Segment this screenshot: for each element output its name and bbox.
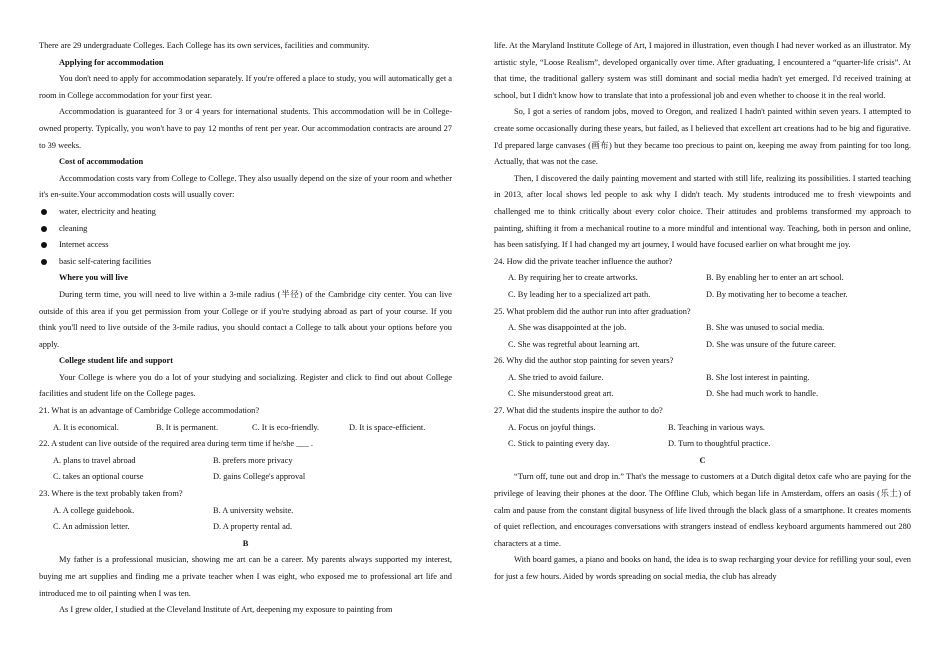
heading-student-life: College student life and support — [59, 356, 174, 366]
passage-b-paragraph-2: As I grew older, I studied at the Cleveland Institute of Art, deepening my exposure to painting from — [59, 605, 393, 615]
option-26-c: C. She misunderstood great art. — [508, 389, 614, 399]
options-22 — [53, 453, 452, 486]
option-22-b: B. prefers more privacy — [213, 455, 293, 465]
paragraph-guarantee: Accommodation is guaranteed for 3 or 4 years for international students. This accommodation will be in College-owned property. Typically, you won't have to pay 12 months of rent per year. Our accommodation contracts are around 27 to 39 weeks. — [39, 107, 452, 150]
option-21-a: A. It is economical. — [53, 422, 119, 432]
option-24-a: A. By requiring her to create artworks. — [508, 273, 638, 283]
question-27: 27. What did the students inspire the author to do? — [494, 406, 663, 416]
option-25-d: D. She was unsure of the future career. — [706, 339, 836, 349]
paragraph-applying: You don't need to apply for accommodation separately. If you're offered a place to study, you will automatically get a room in College accommodation for your first year. — [39, 74, 452, 100]
option-21-c: C. It is eco-friendly. — [252, 422, 320, 432]
bullet-item: Internet access — [39, 237, 452, 254]
option-27-c: C. Stick to painting every day. — [508, 439, 610, 449]
question-21: 21. What is an advantage of Cambridge College accommodation? — [39, 406, 260, 416]
question-26: 26. Why did the author stop painting for seven years? — [494, 356, 674, 366]
passage-c-paragraph-2: With board games, a piano and books on hand, the idea is to swap recharging your device for refilling your soul, even for just a few hours. Aided by words spreading on social media, the club has already — [494, 555, 911, 581]
options-26 — [508, 370, 911, 403]
right-column — [494, 38, 911, 586]
options-25 — [508, 320, 911, 353]
options-23 — [53, 503, 452, 536]
option-23-c: C. An admission letter. — [53, 522, 130, 532]
option-23-b: B. A university website. — [213, 505, 294, 515]
options-27 — [508, 420, 911, 453]
option-25-b: B. She was unused to social media. — [706, 323, 825, 333]
question-24: 24. How did the private teacher influence the author? — [494, 256, 673, 266]
paragraph-student-life: Your College is where you do a lot of your studying and socializing. Register and click to find out about College facilities and student life on the College pages. — [39, 372, 452, 399]
heading-cost: Cost of accommodation — [59, 157, 144, 167]
section-c-heading: C — [699, 455, 706, 465]
option-24-d: D. By motivating her to become a teacher. — [706, 289, 848, 299]
bullet-item: water, electricity and heating — [39, 204, 452, 221]
option-27-d: D. Turn to thoughtful practice. — [668, 439, 771, 449]
options-21 — [53, 420, 452, 437]
option-23-a: A. A college guidebook. — [53, 505, 135, 515]
passage-b-paragraph-5: Then, I discovered the daily painting movement and started with still life, realizing its possibilities. I started teaching in 2013, after local shows led people to ask why I didn't teach. My students introduced me to fresh viewpoints and challenged me to think critically about every color choice. Their attitudes and problems transformed my approach to painting, shifting it from a mechanical routine to a more mindful and intentional way. Teaching, both in person and online, has been satisfying. If I had changed my art journey, I would have focused earlier on what brought me joy. — [494, 173, 911, 250]
option-21-b: B. It is permanent. — [156, 422, 219, 432]
option-26-d: D. She had much work to handle. — [706, 389, 819, 399]
paragraph-cost: Accommodation costs vary from College to College. They also usually depend on the size of your room and whether it's en-suite.Your accommodation costs will usually cover: — [39, 173, 452, 200]
options-24 — [508, 270, 911, 303]
option-26-a: A. She tried to avoid failure. — [508, 372, 604, 382]
option-25-c: C. She was regretful about learning art. — [508, 339, 640, 349]
section-b-heading: B — [242, 538, 249, 548]
intro-paragraph: There are 29 undergraduate Colleges. Each College has its own services, facilities and community. — [39, 41, 370, 50]
passage-b-paragraph-3: life. At the Maryland Institute College of Art, I majored in illustration, even though I had never worked as an illustrator. My artistic style, “Loose Realism”, developed organically over time. After graduating, I encountered a “quarter-life crisis”. At that time, the traditional gallery system was still dominant and social media hadn't yet emerged. I'd received training at school, but I didn't know how to translate that into a professional job and even whether to choose it in the real world. — [494, 41, 911, 100]
passage-c-paragraph-1: “Turn off, tune out and drop in.” That's the message to customers at a Dutch digital detox cafe who are paying for the privilege of leaving their phones at the door. The Offline Club, which began life in Amsterdam, offers an oasis (乐土) of calm and pause from the constant digital busyness of life lived through the black glass of a smartphone. It creates moments of quiet reflection, and encourages conversations with strangers instead of endless keyboard arguments hammered out 280 characters at a time. — [494, 472, 911, 548]
option-22-d: D. gains College's approval — [213, 472, 306, 482]
question-23: 23. Where is the text probably taken from? — [39, 489, 183, 499]
option-26-b: B. She lost interest in painting. — [706, 372, 810, 382]
option-25-a: A. She was disappointed at the job. — [508, 323, 627, 333]
option-24-b: B. By enabling her to enter an art school. — [706, 273, 844, 283]
passage-b-paragraph-4: So, I got a series of random jobs, moved to Oregon, and realized I hadn't painted within seven years. I attempted to create some occasionally during these years, but failed, as I believed that excellent art creations had to be big and figurative. I'd prepared large canvases (画布) but they became too precious to paint on, keeping me away from painting for too long. Actually, that was not the case. — [494, 107, 911, 167]
paragraph-where-live: During term time, you will need to live within a 3-mile radius (半径) of the Cambridge city center. You can live outside of this area if you get permission from your College or if you're studying abroad as part of your course. If you think you'll need to live outside of the 3-mile radius, you should contact a College to talk about your options before you apply. — [39, 289, 452, 349]
option-23-d: D. A property rental ad. — [213, 522, 293, 532]
option-21-d: D. It is space-efficient. — [349, 422, 426, 432]
heading-where-live: Where you will live — [59, 273, 128, 283]
heading-applying: Applying for accommodation — [59, 57, 164, 67]
bullet-item: cleaning — [39, 221, 452, 238]
question-22: 22. A student can live outside of the required area during term time if he/she ___ . — [39, 439, 313, 449]
option-27-a: A. Focus on joyful things. — [508, 422, 596, 432]
bullet-item: basic self-catering facilities — [39, 254, 452, 271]
option-22-a: A. plans to travel abroad — [53, 455, 136, 465]
option-27-b: B. Teaching in various ways. — [668, 422, 765, 432]
option-24-c: C. By leading her to a specialized art path. — [508, 289, 651, 299]
left-column — [39, 38, 452, 619]
question-25: 25. What problem did the author run into after graduation? — [494, 306, 691, 316]
option-22-c: C. takes an optional course — [53, 472, 144, 482]
passage-b-paragraph-1: My father is a professional musician, showing me art can be a career. My parents always supported my interest, buying me art supplies and finding me a private teacher when I was eight, who exposed me to professional art life and introduced me to oil painting when I was ten. — [39, 555, 452, 598]
